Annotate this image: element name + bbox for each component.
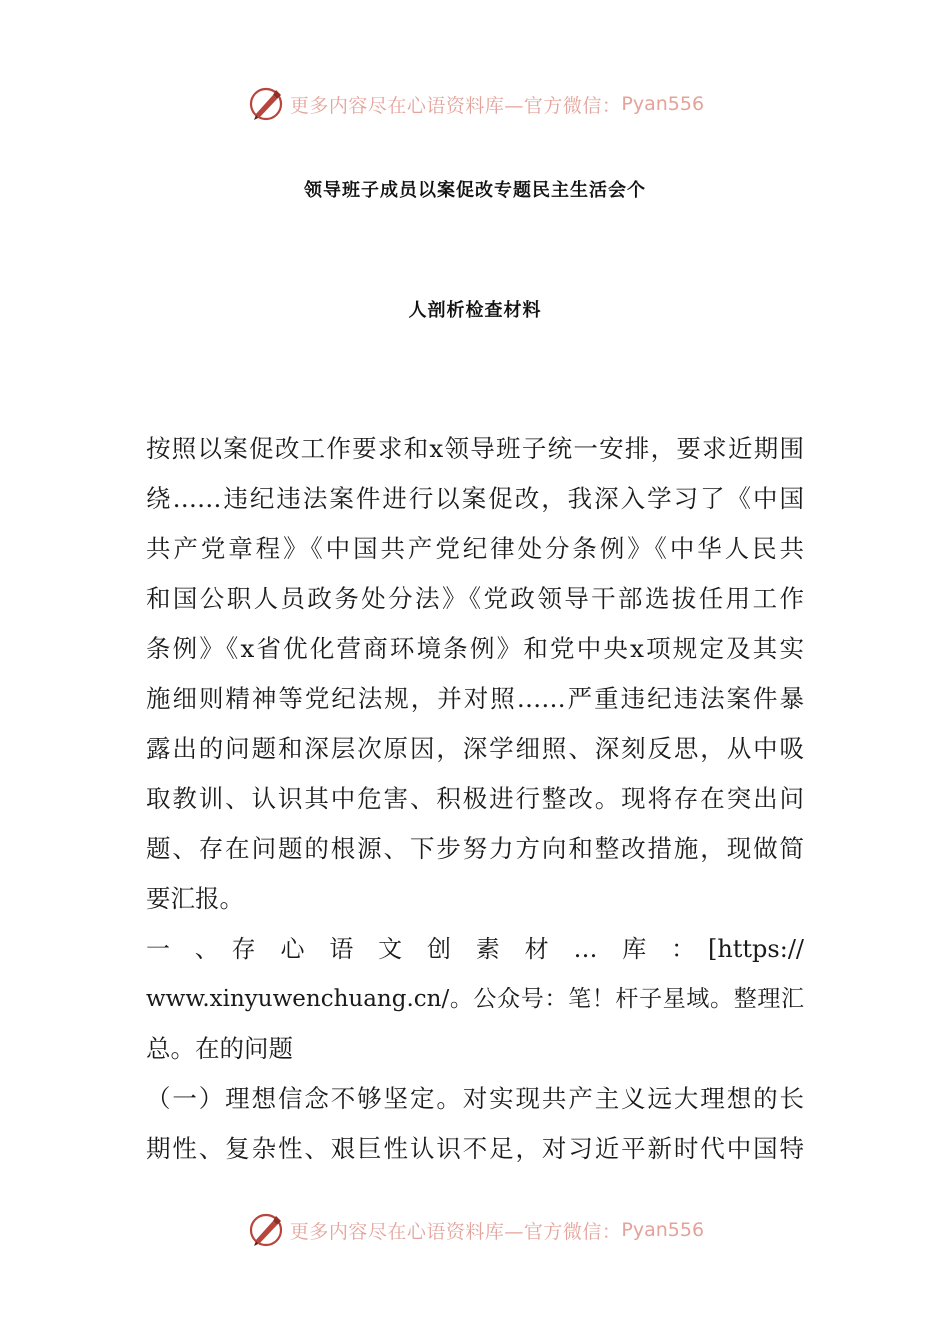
body-line: 露出的问题和深层次原因，深学细照、深刻反思，从中吸 [146, 734, 804, 763]
body-line: 总。在的问题 [146, 1034, 293, 1063]
body-line: 施细则精神等党纪法规，并对照……严重违纪违法案件暴 [146, 684, 804, 713]
body-line: 和国公职人员政务处分法》《党政领导干部选拔任用工作 [146, 584, 804, 613]
body-line: www.xinyuwenchuang.cn/。公众号：笔！杆子星域。整理汇 [146, 986, 804, 1012]
document-title-line-1: 领导班子成员以案促改专题民主生活会个 [304, 180, 646, 201]
document-body [146, 424, 804, 1174]
watermark-text: 更多内容尽在心语资料库—官方微信： [289, 1220, 622, 1243]
body-line: 期性、复杂性、艰巨性认识不足，对习近平新时代中国特 [146, 1134, 804, 1163]
body-line: 绕……违纪违法案件进行以案促改，我深入学习了《中国 [146, 484, 804, 513]
pen-logo-icon [246, 84, 286, 124]
document-title-line-2: 人剖析检查材料 [408, 300, 542, 321]
body-line: 要汇报。 [146, 884, 244, 913]
body-line: 按照以案促改工作要求和x领导班子统一安排，要求近期围 [146, 434, 804, 463]
watermark-wechat-id: Pyan556 [621, 1219, 705, 1241]
header-watermark [0, 82, 950, 126]
watermark-text: 更多内容尽在心语资料库—官方微信： [289, 94, 622, 117]
footer-watermark [0, 1208, 950, 1252]
pen-logo-icon [246, 1210, 286, 1250]
body-line: 取教训、认识其中危害、积极进行整改。现将存在突出问 [146, 784, 804, 813]
body-line: 共产党章程》《中国共产党纪律处分条例》《中华人民共 [146, 534, 804, 563]
subsection-line: （一）理想信念不够坚定。对实现共产主义远大理想的长 [146, 1084, 804, 1113]
body-line: 条例》《x省优化营商环境条例》和党中央x项规定及其实 [146, 634, 804, 663]
body-line: 题、存在问题的根源、下步努力方向和整改措施，现做简 [146, 834, 804, 863]
section-heading-line: 一 、 存 心 语 文 创 素 材 … 库 ： [https:// [146, 935, 804, 963]
watermark-wechat-id: Pyan556 [621, 93, 705, 115]
